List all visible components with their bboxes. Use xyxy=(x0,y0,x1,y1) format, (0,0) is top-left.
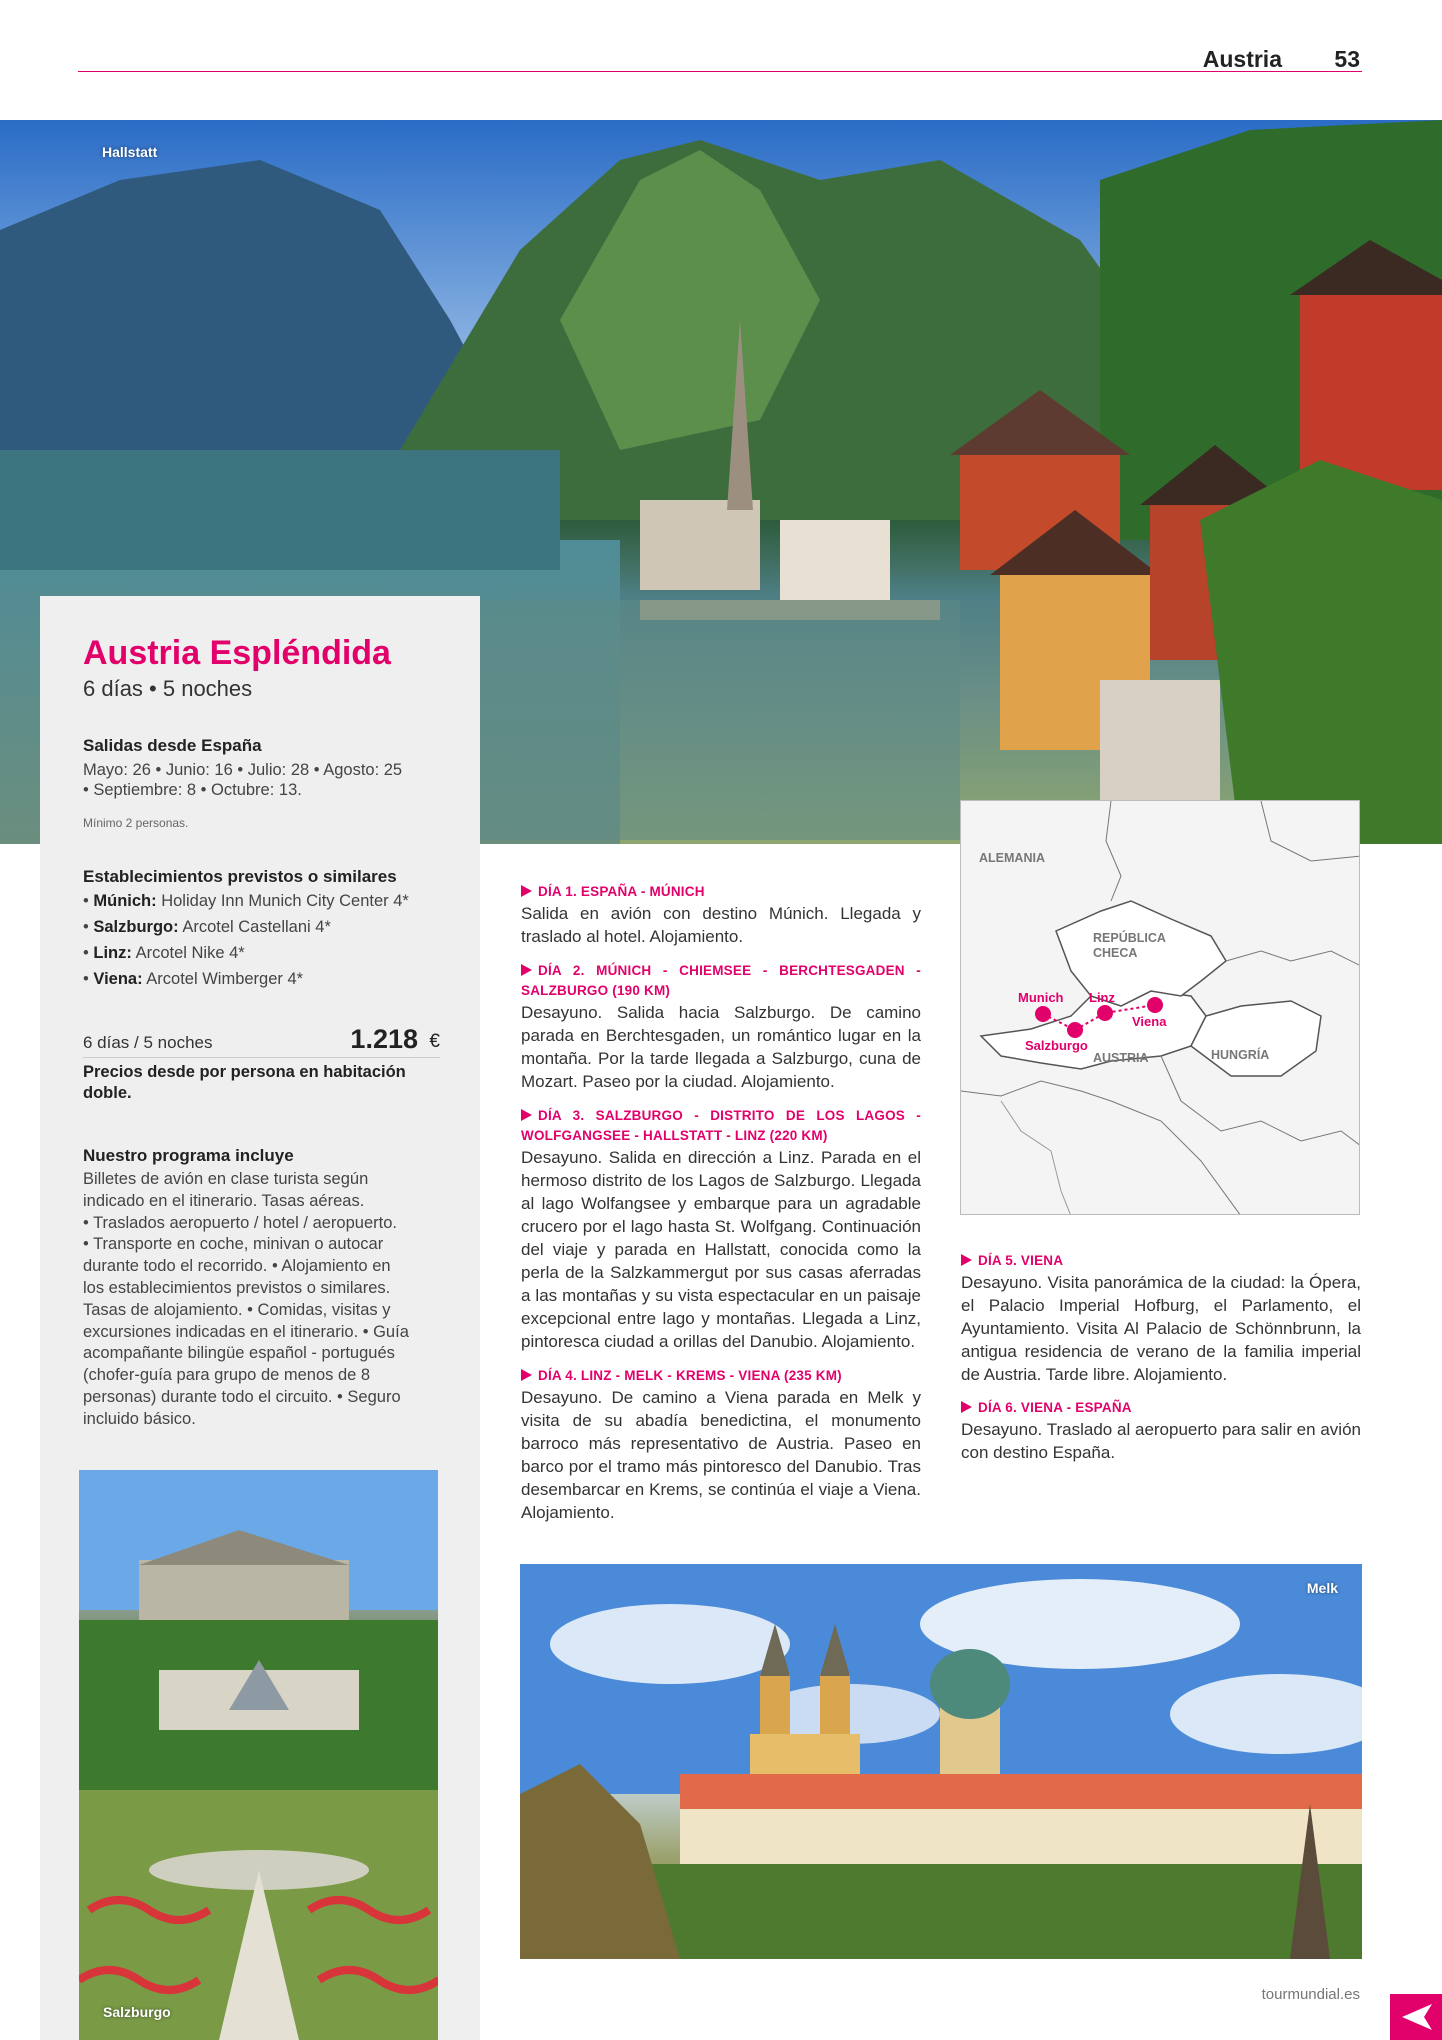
hotels-heading: Establecimientos previstos o similares xyxy=(83,867,397,886)
price-currency: € xyxy=(429,1031,440,1052)
trip-title: Austria Espléndida xyxy=(83,634,391,672)
header-rule xyxy=(78,71,1362,72)
header-country: Austria xyxy=(1202,46,1282,72)
price-row xyxy=(83,1024,440,1058)
munich-dot xyxy=(1035,1006,1051,1022)
melk-scene xyxy=(520,1564,1362,1959)
footer-url[interactable]: tourmundial.es xyxy=(1261,1986,1360,2003)
departures-heading: Salidas desde España xyxy=(83,736,262,755)
itinerary-day-5: DÍA 5. VIENA Desayuno. Visita panorámica de la ciudad: la Ópera, el Palacio Imperial Hofburg, el Parlamento, el Ayuntamiento. Visita Al Palacio de Schönnbrunn, la antigua residencia de verano de la familia imperial de Austria. Tarde libre. Alojamiento. xyxy=(961,1253,1361,1384)
itinerary-day-1: DÍA 1. ESPAÑA - MÚNICH Salida en avión con destino Múnich. Llegada y traslado al hotel. Alojamiento. xyxy=(521,884,921,946)
itinerary-day-4: DÍA 4. LINZ - MELK - KREMS - VIENA (235 KM) Desayuno. De camino a Viena parada en Melk y visita de su abadía benedictina, el monumento barroco más representativo de Austria. Paseo en barco por el tramo más pintoresco del Danubio. Tras desembarcar en Krems, se continúa el viaje a Viena. Alojamiento. xyxy=(521,1368,921,1522)
city-label-salzburgo: Salzburgo xyxy=(1025,1038,1088,1053)
viena-dot xyxy=(1147,997,1163,1013)
city-label-linz: Linz xyxy=(1089,990,1115,1005)
salzburgo-photo xyxy=(79,1470,438,2040)
salzburgo-scene xyxy=(79,1470,438,2040)
price-label: 6 días / 5 noches xyxy=(83,1033,213,1052)
itinerary-day-6: DÍA 6. VIENA - ESPAÑA Desayuno. Traslado al aeropuerto para salir en avión con destino España. xyxy=(961,1400,1361,1462)
city-label-munich: Munich xyxy=(1018,990,1064,1005)
salzburgo-caption: Salzburgo xyxy=(103,2004,171,2020)
map-label-austria: AUSTRIA xyxy=(1093,1051,1149,1065)
page-number: 53 xyxy=(1334,46,1360,72)
day-arrow-icon xyxy=(961,1254,972,1266)
melk-photo xyxy=(520,1564,1362,1959)
salzburgo-dot xyxy=(1067,1022,1083,1038)
day-arrow-icon xyxy=(521,964,532,976)
minimum-note: Mínimo 2 personas. xyxy=(83,816,189,830)
linz-dot xyxy=(1097,1005,1113,1021)
route-map xyxy=(960,800,1360,1215)
map-label-czech-1: REPÚBLICA xyxy=(1093,931,1166,945)
back-button[interactable] xyxy=(1390,1994,1442,2040)
hotel-item: • Salzburgo: Arcotel Castellani 4* xyxy=(83,918,331,936)
map-label-czech-2: CHECA xyxy=(1093,946,1138,960)
trip-info-panel xyxy=(40,596,480,2040)
city-label-viena: Viena xyxy=(1132,1014,1167,1029)
day-arrow-icon xyxy=(521,1369,532,1381)
day-arrow-icon xyxy=(961,1401,972,1413)
triangle-left-icon xyxy=(1402,2004,1432,2030)
itinerary-day-3: DÍA 3. SALZBURGO - DISTRITO DE LOS LAGOS - WOLFGANGSEE - HALLSTATT - LINZ (220 KM) Desayuno. Salida en dirección a Linz. Parada en el hermoso distrito de los Lagos de Salzburgo. Llegada al lago Wolfangsee y embarque para un agradable crucero por el lago hasta St. Wolfgang. Continuación del viaje y parada en Hallstatt, conocida como la perla de la Salzkammergut por sus casas aferradas a las montañas y su vista espectacular en un paisaje excepcional entre lago y montañas. Llegada a Linz, pintoresca ciudad a orillas del Danubio. Alojamiento. xyxy=(521,1108,921,1351)
includes-heading: Nuestro programa incluye xyxy=(83,1146,294,1165)
melk-caption: Melk xyxy=(1306,1580,1338,1596)
itinerary-day-2: DÍA 2. MÚNICH - CHIEMSEE - BERCHTESGADEN - SALZBURGO (190 KM) Desayuno. Salida hacia Salzburgo. De camino parada en Berchtesgaden, un romántico lugar en la montaña. Por la tarde llegada a Salzburgo, cuna de Mozart. Paseo por la ciudad. Alojamiento. xyxy=(521,963,921,1091)
hotel-list xyxy=(83,888,463,992)
day-arrow-icon xyxy=(521,885,532,897)
price-note: Precios desde por persona en habitación doble. xyxy=(83,1063,406,1102)
includes-text: Billetes de avión en clase turista según indicado en el itinerario. Tasas aéreas. • Traslados aeropuerto / hotel / aeropuerto. • Transporte en coche, minivan o autocar durante todo el recorrido. • Alojamiento en los establecimientos previstos o similares. Tasas de alojamiento. • Comidas, visitas y excursiones indicadas en el itinerario. • Guía acompañante bilingüe español - portugués (chofer-guía para grupo de menos de 8 personas) durante todo el circuito. • Seguro incluido básico. xyxy=(83,1170,409,1428)
hotel-item: • Viena: Arcotel Wimberger 4* xyxy=(83,970,304,988)
map-label-germany: ALEMANIA xyxy=(979,851,1045,865)
departures-line1: Mayo: 26 • Junio: 16 • Julio: 28 • Agosto: 25 xyxy=(83,761,403,779)
trip-duration: 6 días • 5 noches xyxy=(83,676,253,701)
departures-line2: • Septiembre: 8 • Octubre: 13. xyxy=(83,781,302,799)
hero-caption: Hallstatt xyxy=(102,144,158,160)
map-label-hungary: HUNGRÍA xyxy=(1211,1048,1270,1062)
day-arrow-icon xyxy=(521,1109,532,1121)
hotel-item: • Múnich: Holiday Inn Munich City Center 4* xyxy=(83,892,409,910)
hotel-item: • Linz: Arcotel Nike 4* xyxy=(83,944,245,962)
price-value: 1.218 xyxy=(350,1024,418,1054)
